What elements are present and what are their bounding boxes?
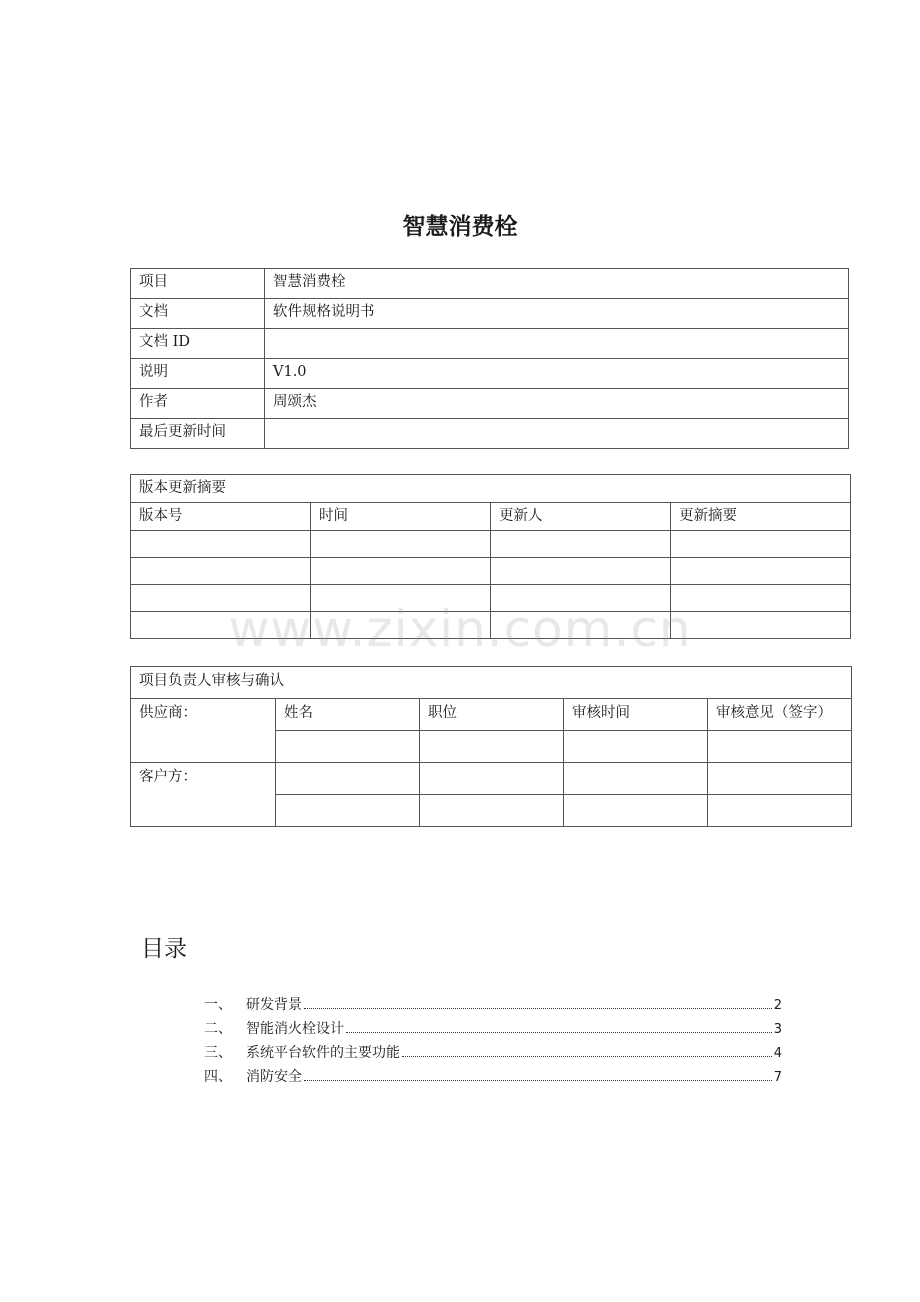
toc-text: 消防安全 [246,1069,302,1085]
toc-item[interactable] [204,993,782,1017]
column-header: 更新人 [491,503,671,531]
watermark: www.zixin.com.cn [228,600,692,658]
empty-cell [276,795,420,827]
info-label: 最后更新时间 [131,419,265,449]
toc-text: 智能消火栓设计 [246,1021,344,1037]
info-value [265,329,849,359]
empty-cell [420,763,564,795]
table-row [131,585,851,612]
empty-cell [708,763,852,795]
table-row [131,531,851,558]
toc-item[interactable] [204,1065,782,1089]
empty-cell [491,612,671,639]
empty-cell [671,531,851,558]
project-info-table [130,268,849,449]
table-row [131,558,851,585]
table-title-row [131,475,851,503]
table-row [131,419,849,449]
empty-cell [131,531,311,558]
empty-cell [564,795,708,827]
toc-item[interactable] [204,1017,782,1041]
column-header: 审核意见（签字） [708,699,852,731]
toc-text: 系统平台软件的主要功能 [246,1045,400,1061]
info-value: 软件规格说明书 [265,299,849,329]
empty-cell [131,585,311,612]
info-label: 文档 [131,299,265,329]
toc-page: 7 [773,1070,782,1085]
info-value [265,419,849,449]
column-header: 姓名 [276,699,420,731]
empty-cell [131,612,311,639]
info-value: 智慧消费栓 [265,269,849,299]
review-table-title: 项目负责人审核与确认 [131,667,852,699]
table-row [131,763,852,795]
table-row [131,389,849,419]
supplier-label: 供应商： [131,699,276,763]
toc-leader [402,1041,772,1057]
empty-cell [671,612,851,639]
empty-cell [131,558,311,585]
empty-cell [311,585,491,612]
column-header: 审核时间 [564,699,708,731]
toc-number: 三、 [204,1045,232,1061]
info-label: 作者 [131,389,265,419]
empty-cell [491,531,671,558]
toc-page: 3 [773,1022,782,1037]
column-header: 更新摘要 [671,503,851,531]
toc-number: 一、 [204,997,232,1013]
table-row [131,299,849,329]
toc-page: 4 [773,1046,782,1061]
version-table-title: 版本更新摘要 [131,475,851,503]
toc-item[interactable] [204,1041,782,1065]
empty-cell [671,558,851,585]
info-label: 说明 [131,359,265,389]
empty-cell [564,763,708,795]
toc-text: 研发背景 [246,997,302,1013]
empty-cell [491,558,671,585]
table-row [131,269,849,299]
column-header: 时间 [311,503,491,531]
toc-number: 四、 [204,1069,232,1085]
info-label: 文档 ID [131,329,265,359]
toc-leader [304,1065,772,1081]
column-header: 职位 [420,699,564,731]
info-value: 周颂杰 [265,389,849,419]
empty-cell [708,731,852,763]
toc-leader [304,993,772,1009]
empty-cell [311,531,491,558]
column-header: 版本号 [131,503,311,531]
toc-leader [346,1017,772,1033]
empty-cell [420,795,564,827]
table-row [131,359,849,389]
info-value: V1.0 [265,359,849,389]
empty-cell [671,585,851,612]
toc-heading: 目录 [141,936,187,962]
empty-cell [708,795,852,827]
document-title: 智慧消费栓 [402,214,518,240]
info-label: 项目 [131,269,265,299]
empty-cell [311,612,491,639]
empty-cell [420,731,564,763]
empty-cell [276,763,420,795]
empty-cell [564,731,708,763]
table-title-row [131,667,852,699]
client-label: 客户方： [131,763,276,827]
toc-page: 2 [773,998,782,1013]
table-header-row [131,503,851,531]
version-history-table [130,474,851,639]
table-row [131,699,852,731]
table-row [131,329,849,359]
empty-cell [311,558,491,585]
empty-cell [276,731,420,763]
toc-number: 二、 [204,1021,232,1037]
empty-cell [491,585,671,612]
table-row [131,612,851,639]
table-of-contents [204,993,782,1089]
review-confirmation-table [130,666,852,827]
